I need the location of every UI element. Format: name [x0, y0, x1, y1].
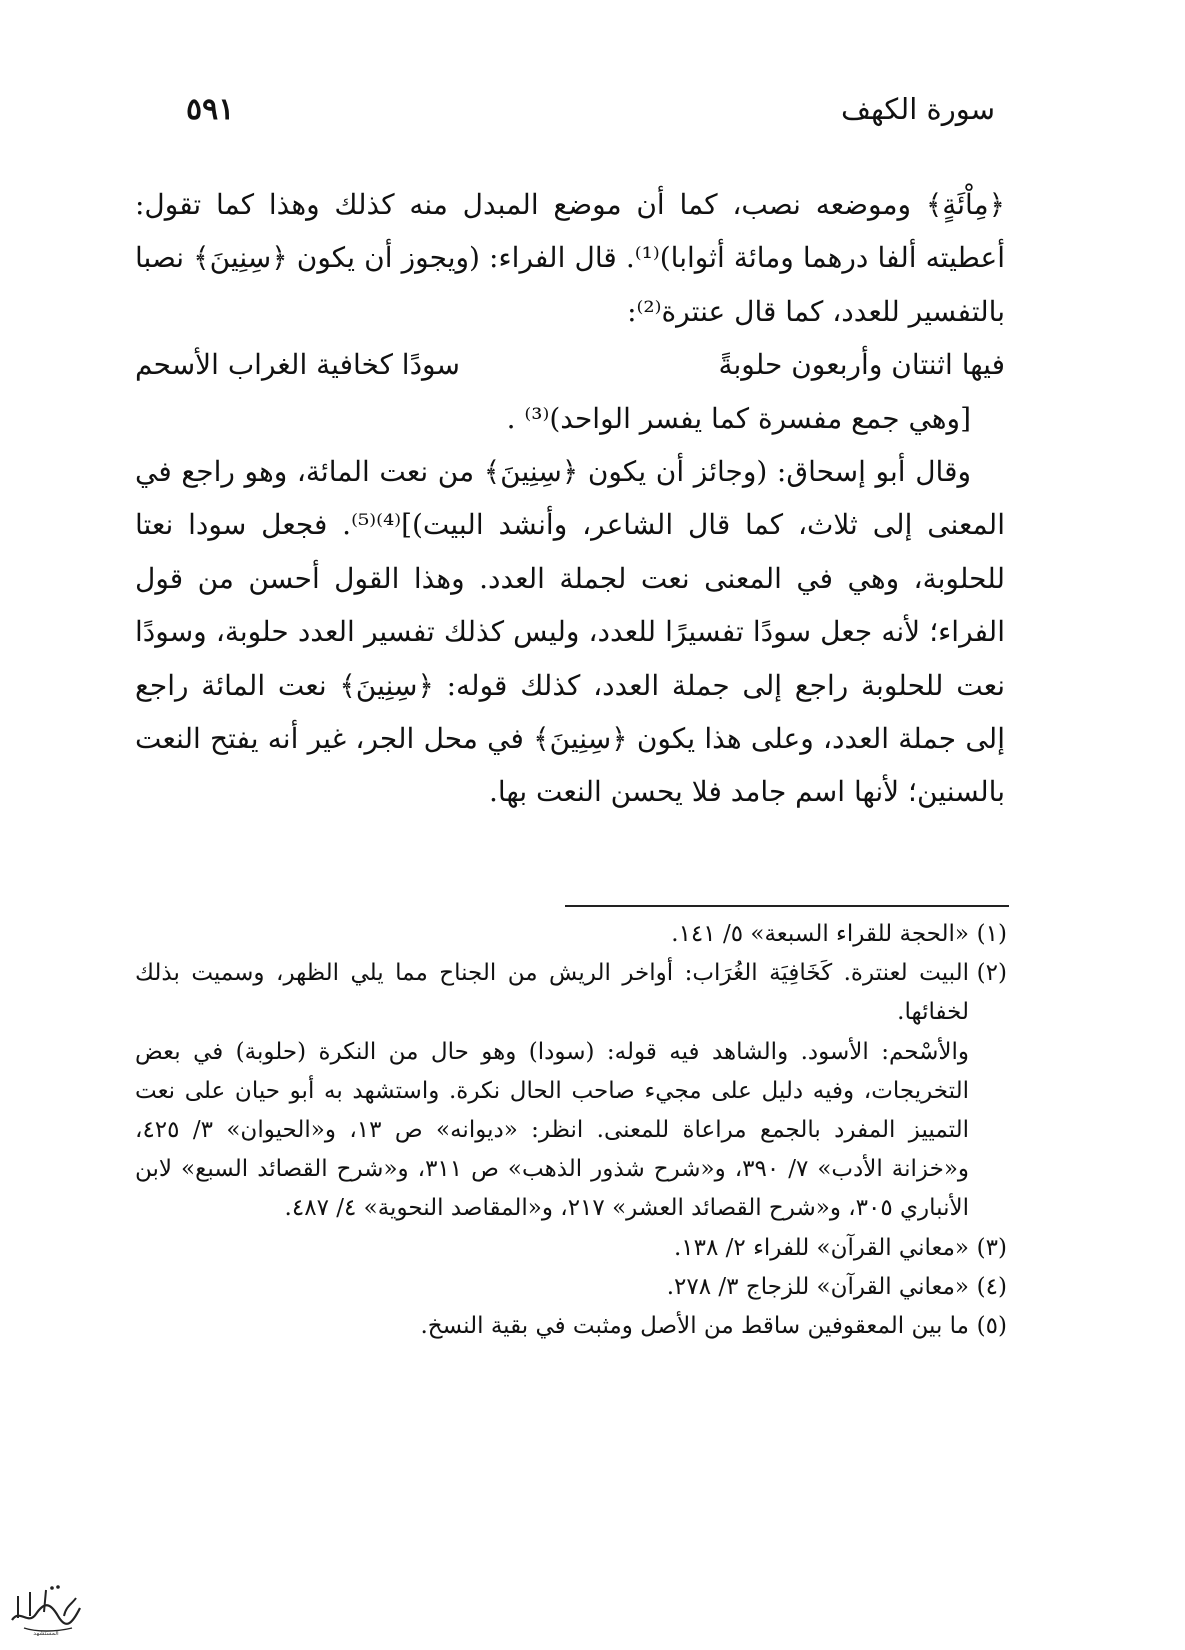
footnote-text: ما بين المعقوفين ساقط من الأصل ومثبت في بقية النسخ.: [420, 1313, 969, 1340]
footnote-2-continuation: والأسْحم: الأسود. والشاهد فيه قوله: (سودا) وهو حال من النكرة (حلوبة) في بعض التخريجات، وفيه دليل على مجيء صاحب الحال نكرة. واستشهد به أبو حيان على نعت التمييز المفرد بالجمع مراعاة للمعنى. انظر: «ديوانه» ص ١٣، و«الحيوان» ٣/ ٤٢٥، و«خزانة الأدب» ٧/ ٣٩٠، و«شرح شذور الذهب» ص ٣١١، و«شرح القصائد السبع» لابن الأنباري ٣٠٥، و«شرح القصائد العشر» ٢١٧، و«المقاصد النحوية» ٤/ ٤٨٧.: [135, 1038, 970, 1222]
page-number: ٥٩١: [186, 92, 235, 127]
opening-text: ﴿مِاْئَةٍ﴾ وموضعه نصب، كما أن موضع المبدل منه كذلك وهذا كما تقول: أعطيته ألفا درهما ومائة أثوابا)⁽¹⁾. قال الفراء: (ويجوز أن يكون ﴿سِنِينَ﴾ نصبا بالتفسير للعدد، كما قال عنترة⁽²⁾:: [135, 188, 1005, 328]
footnote-text: البيت لعنترة. كَخَافِيَة الغُرَاب: أواخر الريش من الجناح مما يلي الظهر، وسميت بذلك لخفائها.: [135, 960, 969, 1026]
footnote-2: [135, 954, 1007, 1032]
footnote-5: [135, 1307, 1007, 1346]
footnote-3: [135, 1229, 1007, 1268]
footnote-number: (٣): [976, 1234, 1007, 1261]
poetry-verse: [135, 338, 1005, 391]
footnote-number: (١): [976, 921, 1007, 947]
footnote-number: (٥): [976, 1313, 1007, 1340]
main-text: [135, 178, 1005, 819]
footnote-text: «معاني القرآن» للزجاج ٣/ ٢٧٨.: [666, 1273, 969, 1300]
verse-first-hemistich: فيها اثنتان وأربعون حلوبةً: [718, 348, 1005, 382]
footnote-4: [135, 1268, 1007, 1307]
publisher-calligraphy-logo-icon: [6, 1578, 86, 1636]
footnote-divider: [565, 905, 1009, 907]
page-header: [132, 92, 995, 140]
footnote-1: [135, 915, 1007, 954]
watermark-text: المستشهد: [33, 1630, 59, 1636]
main-paragraph: وقال أبو إسحاق: (وجائز أن يكون ﴿سِنِينَ﴾ من نعت المائة، وهو راجع في المعنى إلى ثلاث، كما قال الشاعر، وأنشد البيت)]⁽⁴⁾⁽⁵⁾. فجعل سودا نعتا للحلوبة، وهي في المعنى نعت لجملة العدد. وهذا القول أحسن من قول الفراء؛ لأنه جعل سودًا تفسيرًا للعدد، وليس كذلك تفسير العدد حلوبة، وسودًا نعت للحلوبة راجع إلى جملة العدد، كذلك قوله: ﴿سِنِينَ﴾ نعت المائة راجع إلى جملة العدد، وعلى هذا يكون ﴿سِنِينَ﴾ في محل الجر، غير أنه يفتح النعت بالسنين؛ لأنها اسم جامد فلا يحسن النعت بها.: [135, 455, 1005, 809]
surah-title: سورة الكهف: [841, 92, 995, 126]
verse-second-hemistich: سودًا كخافية الغراب الأسحم: [135, 348, 460, 382]
footnote-text: «معاني القرآن» للفراء ٢/ ١٣٨.: [673, 1234, 969, 1261]
footnote-text: «الحجة للقراء السبعة» ٥/ ١٤١.: [671, 921, 969, 947]
footnote-number: (٢): [976, 960, 1007, 987]
footnotes: [135, 915, 1007, 1346]
footnote-number: (٤): [976, 1273, 1007, 1300]
after-verse-text: [وهي جمع مفسرة كما يفسر الواحد)⁽³⁾ .: [506, 401, 971, 435]
